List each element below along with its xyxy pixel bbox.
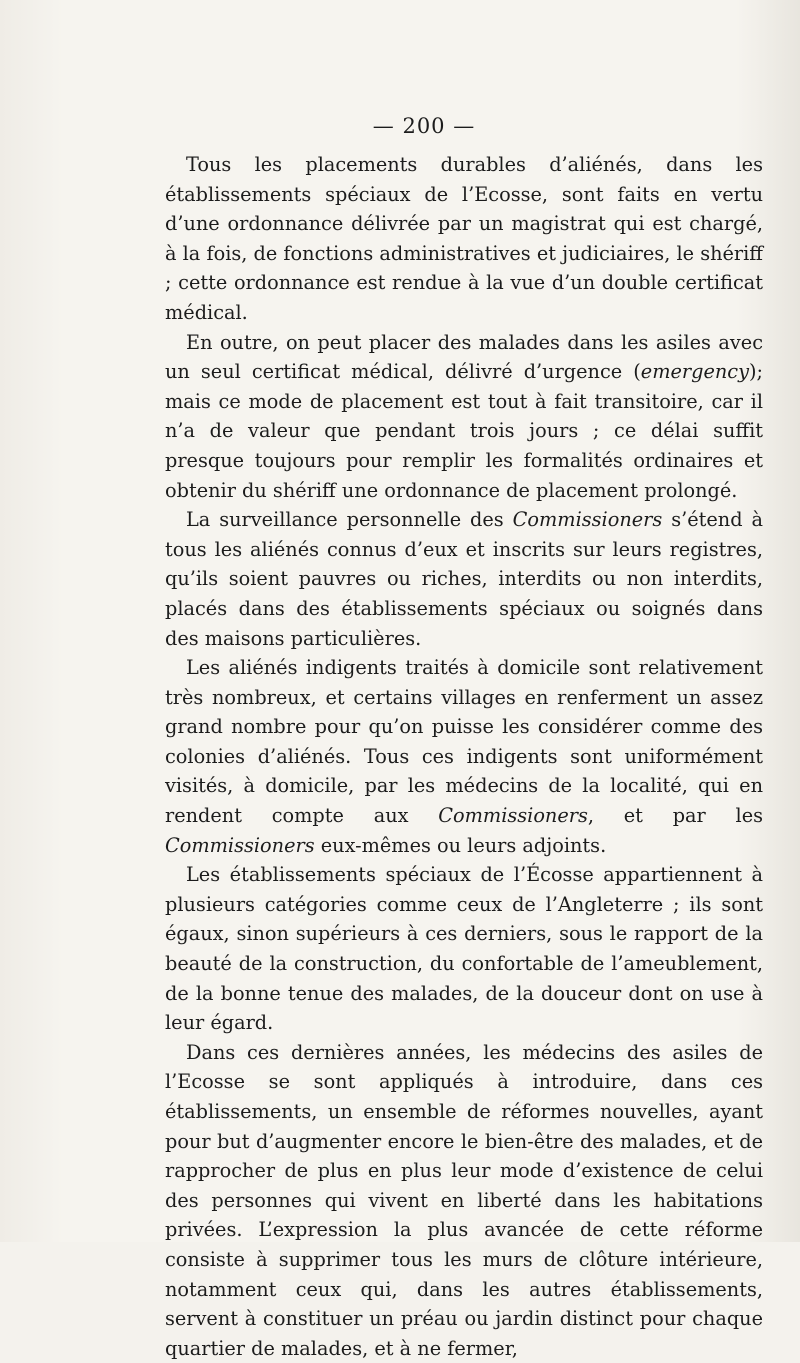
page-number: — 200 — — [372, 114, 476, 138]
text-run: ); mais ce mode de placement est tout à fait transitoire, car il n’a de valeur que pendant trois jours ; ce délai suffit presque toujours pour remplir les formalités ordinaires et obtenir du shériff une ordonnance de placement prolongé. — [165, 360, 763, 502]
paragraph — [165, 150, 763, 328]
paragraph — [165, 653, 763, 860]
text-run: La surveillance personnelle des — [186, 508, 513, 532]
text-run: Dans ces dernières années, les médecins des asiles de l’Ecosse se sont appliqués à introduire, dans ces établissements, un ensemble de réformes nouvelles, ayant pour but d’augmenter encore le bien-être des malades, et de rapprocher de plus en plus leur mode d’existence de celui des personnes qui vivent en liberté dans les habitations privées. L’expression la plus avancée de cette réforme consiste à supprimer tous les murs de clôture intérieure, notamment ceux qui, dans les autres établissements, servent à constituer un préau ou jardin distinct pour chaque quartier de malades, et à ne fermer, — [165, 1040, 763, 1360]
text-run: , et par les — [587, 804, 763, 828]
text-run: Les aliénés indigents traités à domicile sont relativement très nombreux, et certains villages en renferment un assez grand nombre pour qu’on puisse les considérer comme des colonies d’aliénés. Tous ces indigents sont uniformément visités, à domicile, par les médecins de la localité, qui en rendent compte aux — [165, 656, 763, 828]
text-run: s’étend à tous les aliénés connus d’eux et inscrits sur leurs registres, qu’ils soient pauvres ou riches, interdits ou non interdits, placés dans des établissements spéciaux ou soignés dans des maisons particulières. — [165, 508, 764, 650]
italic-term: emergency — [640, 360, 749, 384]
text-run: eux-mêmes ou leurs adjoints. — [314, 833, 607, 857]
paragraph — [165, 1038, 763, 1363]
italic-term: Commissioners — [438, 804, 588, 828]
text-run: Tous les placements durables d’aliénés, dans les établissements spéciaux de l’Ecosse, sont faits en vertu d’une ordonnance délivrée par un magistrat qui est chargé, à la fois, de fonctions administratives et judiciaires, le shériff ; cette ordonnance est rendue à la vue d’un double certificat médical. — [165, 153, 763, 324]
text-run: En outre, on peut placer des malades dans les asiles avec un seul certificat médical, délivré d’urgence ( — [165, 330, 763, 384]
paragraph — [165, 328, 763, 506]
italic-term: Commissioners — [165, 833, 315, 857]
italic-term: Commissioners — [512, 508, 663, 532]
text-run: Les établissements spéciaux de l’Écosse appartiennent à plusieurs catégories comme ceux de l’Angleterre ; ils sont égaux, sinon supérieurs à ces derniers, sous le rapport de la beauté de la construction, du confortable de l’ameublement, de la bonne tenue des malades, de la douceur dont on use à leur égard. — [165, 863, 763, 1035]
paragraph — [165, 505, 763, 653]
body-text — [165, 150, 763, 1363]
paragraph — [165, 860, 763, 1038]
